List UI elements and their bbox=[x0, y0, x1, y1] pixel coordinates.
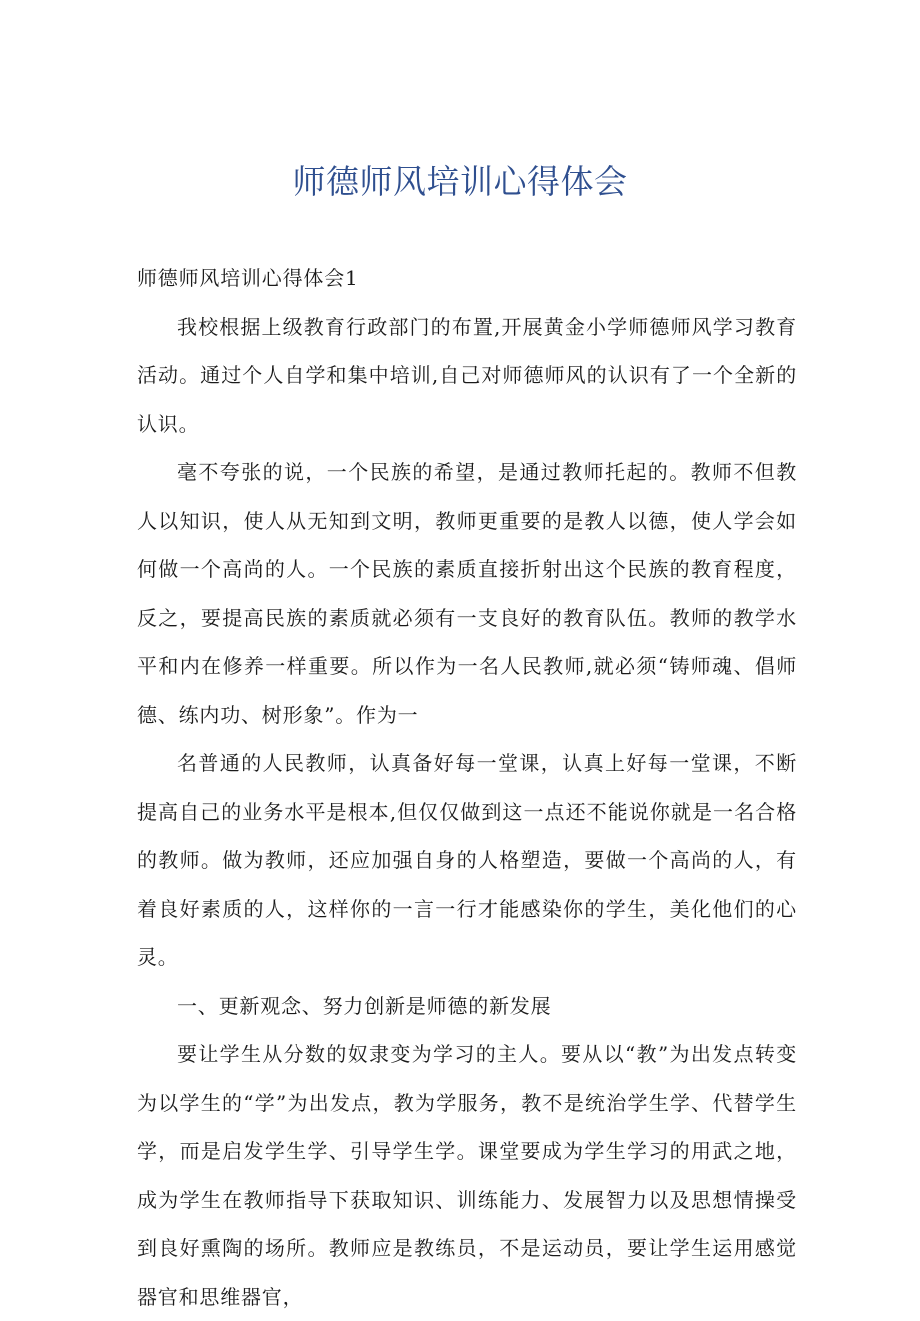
document-title: 师德师风培训心得体会 bbox=[292, 162, 628, 201]
paragraph-2: 毫不夸张的说，一个民族的希望，是通过教师托起的。教师不但教人以知识，使人从无知到文明，教师更重要的是教人以德，使人学会如何做一个高尚的人。一个民族的素质直接折射出这个民族的教育程度，反之，要提高民族的素质就必须有一支良好的教育队伍。教师的教学水平和内在修养一样重要。所以作为一名人民教师,就必须“铸师魂、倡师德、练内功、树形象”。作为一 bbox=[137, 460, 797, 727]
paragraph-3: 名普通的人民教师，认真备好每一堂课，认真上好每一堂课，不断提高自己的业务水平是根本,但仅仅做到这一点还不能说你就是一名合格的教师。做为教师，还应加强自身的人格塑造，要做一个高尚的人，有着良好素质的人，这样你的一言一行才能感染你的学生，美化他们的心灵。 bbox=[137, 751, 797, 969]
paragraph-4: 要让学生从分数的奴隶变为学习的主人。要从以“教”为出发点转变为以学生的“学”为出发点，教为学服务，教不是统治学生学、代替学生学，而是启发学生学、引导学生学。课堂要成为学生学习的用武之地，成为学生在教师指导下获取知识、训练能力、发展智力以及思想情操受到良好熏陶的场所。教师应是教练员，不是运动员，要让学生运用感觉器官和思维器官， bbox=[137, 1042, 797, 1309]
paragraph-1: 我校根据上级教育行政部门的布置,开展黄金小学师德师风学习教育活动。通过个人自学和集中培训,自己对师德师风的认识有了一个全新的认识。 bbox=[137, 314, 797, 436]
section-heading: 一、更新观念、努力创新是师德的新发展 bbox=[177, 993, 552, 1018]
section-subtitle: 师德师风培训心得体会1 bbox=[137, 266, 359, 290]
document-body bbox=[137, 254, 797, 1321]
